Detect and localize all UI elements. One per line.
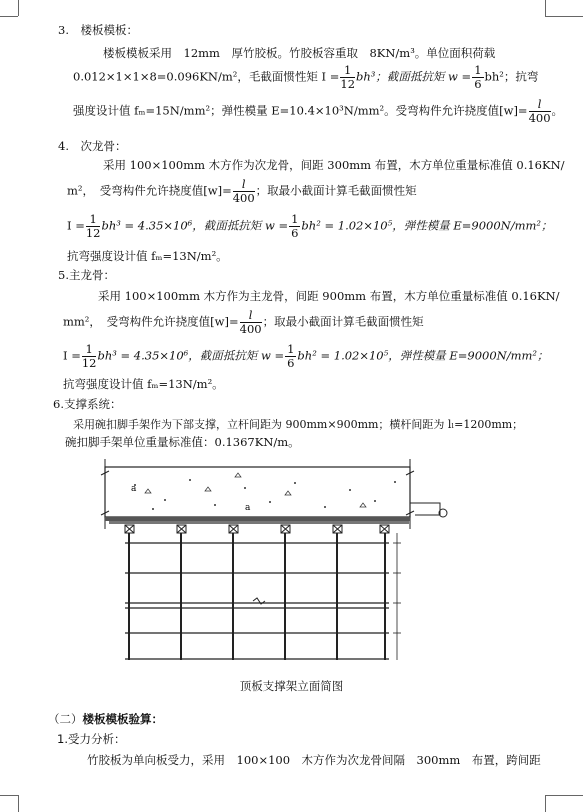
slab-label: a — [131, 484, 137, 494]
slab-label: a — [245, 503, 251, 513]
formula-line: 0.012×1×1×8=0.096KN/m²，毛截面惯性矩 I = $\frac{1}{12}$ bh³；截面抵抗矩 w = $\frac{1}{6}$ bh²；抗弯 — [73, 63, 539, 91]
part-heading: （二）楼板模板验算： — [48, 712, 163, 726]
crop-mark — [545, 0, 546, 16]
figure-caption: 顶板支撑架立面简图 — [239, 679, 344, 693]
paragraph-line: 采用 100×100mm 木方作为次龙骨，间距 300mm 布置，木方单位重量标准值 0.16KN/ — [103, 158, 565, 172]
paragraph-line: 碗扣脚手架单位重量标准值：0.1367KN/m。 — [65, 435, 300, 449]
concrete-slab — [105, 467, 410, 517]
section-heading: 4. 次龙骨： — [58, 139, 127, 153]
crop-mark — [0, 795, 18, 796]
paragraph-line: 采用碗扣脚手架作为下部支撑，立杆间距为 900mm×900mm；横杆间距为 lₗ=1200mm； — [73, 418, 524, 431]
section-heading: 5.主龙骨： — [58, 268, 115, 282]
section-heading: 6.支撑系统： — [53, 397, 122, 411]
main-joist — [380, 525, 389, 533]
crop-mark — [18, 0, 19, 16]
crop-mark — [545, 795, 583, 796]
main-joist — [229, 525, 238, 533]
formula-line: 强度设计值 fₘ=15N/mm²；弹性模量 E=10.4×10³N/mm²。受弯构件允许挠度值[w]= $\frac{l}{400}$ 。 — [73, 97, 564, 125]
formwork-board — [105, 517, 410, 521]
formula-line: mm²， 受弯构件允许挠度值[w]= $\frac{l}{400}$ ；取最小截面计算毛截面惯性矩 — [63, 308, 424, 336]
formula-line: I = $\frac{1}{12}$ bh³ = 4.35×10⁶，截面抵抗矩 w = $\frac{1}{6}$ bh² = 1.02×10⁵，弹性模量 E=9000N/mm²； — [67, 212, 553, 240]
formula-line: I = $\frac{1}{12}$ bh³ = 4.35×10⁶，截面抵抗矩 w = $\frac{1}{6}$ bh² = 1.02×10⁵，弹性模量 E=9000N/mm²； — [63, 342, 549, 370]
crop-mark — [545, 16, 583, 17]
crop-mark — [545, 795, 546, 812]
paragraph-line: 楼板模板采用 12mm 厚竹胶板。竹胶板容重取 8KN/m³。单位面积荷载 — [103, 46, 496, 60]
support-frame-diagram — [95, 455, 465, 673]
main-joist — [333, 525, 342, 533]
paragraph-line: 抗弯强度设计值 fₘ=13N/m²。 — [63, 377, 224, 391]
main-joist — [177, 525, 186, 533]
section-heading: 3. 楼板模板： — [58, 23, 138, 37]
crop-mark — [0, 16, 18, 17]
item-heading: 1.受力分析： — [57, 732, 126, 746]
paragraph-line: 竹胶板为单向板受力，采用 100×100 木方作为次龙骨间隔 300mm 布置，跨间距 — [87, 753, 541, 767]
main-joist — [125, 525, 134, 533]
formula-line: m²， 受弯构件允许挠度值[w]= $\frac{l}{400}$ ；取最小截面计算毛截面惯性矩 — [67, 177, 417, 205]
paragraph-line: 抗弯强度设计值 fₘ=13N/m²。 — [67, 249, 228, 263]
crop-mark — [18, 795, 19, 812]
main-joist — [281, 525, 290, 533]
paragraph-line: 采用 100×100mm 木方作为主龙骨，间距 900mm 布置，木方单位重量标准值 0.16KN/ — [98, 289, 560, 303]
